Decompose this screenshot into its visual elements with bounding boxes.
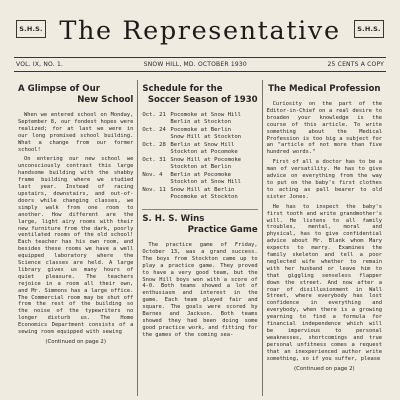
game-date: Nov. 11 [142,187,166,193]
game: Pocomoke at Stockton [170,194,238,200]
article-paragraph: The practice game of Friday, October 13, was a grand success. The boys from Stockton came up to play a practice game. They proved to have a very good team, but the Snow Hill boys won with a score of 4-0. Both teams showed a lot of enthusiasm and interest in the game. Each team played fair and square. The goals were scored by Barnes and Jackson. Both teams showed they had been doing some good practice work, and fitting for the games of the coming sea- [142,242,258,338]
issue-info-bar [16,58,384,70]
headline-new-school [18,84,133,106]
game: Snow Hill at Berlin [170,187,235,193]
article-paragraph: Curiosity on the part of the Editor-in-Chief on a real desire to broaden your knowledge is the course of this article. To write something about the Medical Profession is too big a subject for an "article of not more than five hundred words." [266,101,382,156]
schedule-row [142,157,257,171]
schedule-row [142,112,257,126]
schedule-row [142,127,257,141]
headline-medical-profession: The Medical Profession [268,84,381,94]
schedule-row [142,172,257,186]
game: Snow Hill at Stockton [170,134,242,140]
game: Pocomoke at Berlin [170,127,231,133]
emblem-left: S.H.S. [16,20,46,38]
price: 25 CENTS A COPY [327,60,384,68]
newspaper-title: The Representative [59,16,341,46]
game: Stockton at Berlin [170,164,231,170]
headline-line-2: Practice Game [187,225,258,235]
headline-line-2: New School [77,95,134,105]
article-paragraph: On entering our new school we unconsciously contrast this large handsome building with the shabby frame building where we studied last year. Instead of racing upstairs, downstairs, and out-of-doors while changing classes, we simply walk from one room to another. How different are the large, light airy rooms with their new furniture from the dark, poorly ventilated rooms of the old school! Each teacher has his own room, and besides these rooms we have a well equipped laboratory where the Science classes are held. A large library gives us many hours of quiet pleasure. The teachers rejoice in a room all their own, and Mr. Simmons has a large office. The Commercial room may be shut off from the rest of the building so the noise of the typewriters no longer disturb us. The Home Economics Department consists of a sewing room equipped with sewing [18,156,134,336]
masthead [14,0,386,68]
game-date: Oct. 28 [142,142,166,148]
game-date: Nov. 4 [142,172,163,178]
volume-number: VOL. IX, NO. 1. [16,60,64,68]
headline-line-1: S. H. S. Wins [142,214,205,224]
headline-practice-game [142,214,257,236]
masthead-rule-bottom [14,71,386,72]
article-paragraph: When we entered school on Monday, September 8, our fondest hopes were realized; for at last we were in our long promised school building. What a change from our former school! [18,112,134,153]
headline-line-1: A Glimpse of Our [18,84,100,94]
section-divider [142,209,257,210]
game: Pocomoke at Snow Hill [170,112,242,118]
headline-line-2: Soccer Season of 1930 [147,95,258,105]
game: Stockton at Pocomoke [170,149,238,155]
article-columns [14,80,386,396]
continued-note: (Continued on page 2) [45,339,106,345]
game: Snow Hill at Pocomoke [170,157,242,163]
game: Stockton at Snow Hill [170,179,242,185]
soccer-schedule [142,112,257,201]
article-paragraph: First of all a doctor has to be a man of versatility. He has to give advice on everything from the way to put on the baby's first clothes to acting as pall bearer to old sister Jones. [266,159,382,200]
column-new-school [14,80,137,396]
game-date: Oct. 31 [142,157,166,163]
schedule-row [142,187,257,201]
headline-line-1: Schedule for the [142,84,223,94]
column-medical [262,80,386,396]
game: Berlin at Stockton [170,119,231,125]
place-date: SNOW HILL, MD. OCTOBER 1930 [143,60,247,68]
game-date: Oct. 21 [142,112,166,118]
column-soccer [137,80,261,396]
headline-schedule [142,84,257,106]
schedule-row [142,142,257,156]
game-date: Oct. 24 [142,127,166,133]
emblem-right: S.H.S. [354,20,384,38]
game: Berlin at Pocomoke [170,172,231,178]
article-paragraph: He has to inspect the baby's first tooth and write grandmother's will. He listens to all family troubles, mental, moral and physical, has to give confidential advice about Mr. Blank whom Mary expects to marry. Examines the family skeleton and tell a poor neglected wife whether to remain with her husband or leave him to that giggling senseless flapper down the street. And now after a roar of disillusionment in Wall Street, where everybody has lost confidence in everything and everybody, when there is a growing yearning to find a formula for financial independence which will be impervious to personal weaknesses, shortcomings and true personal unfitness comes a request that an inexperienced author write something, so if you suffer, please [266,203,382,362]
game: Berlin at Snow Hill [170,142,235,148]
continued-note: (Continued on page 2) [294,365,355,372]
